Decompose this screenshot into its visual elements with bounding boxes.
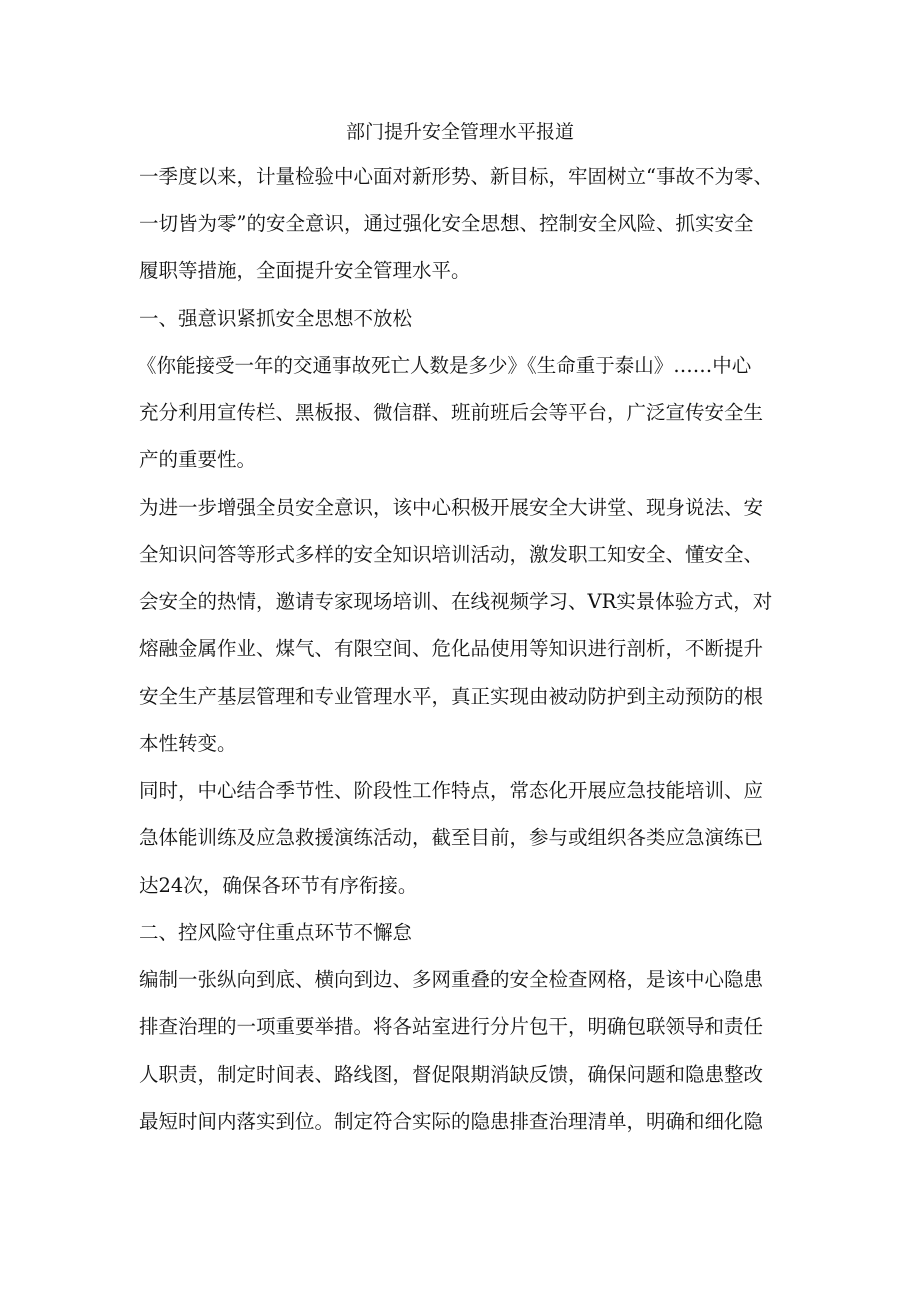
paragraph-line: 人职责，制定时间表、路线图，督促限期消缺反馈，确保问题和隐患整改 bbox=[139, 1063, 764, 1086]
paragraph-line: 一切皆为零”的安全意识，通过强化安全思想、控制安全风险、抓实安全 bbox=[139, 212, 754, 235]
section-heading: 二、控风险守住重点环节不懈怠 bbox=[139, 921, 413, 944]
paragraph-line: 编制一张纵向到底、横向到边、多网重叠的安全检查网格，是该中心隐患 bbox=[139, 968, 764, 991]
paragraph-line: 充分利用宣传栏、黑板报、微信群、班前班后会等平台，广泛宣传安全生 bbox=[139, 401, 764, 424]
section-heading: 一、强意识紧抓安全思想不放松 bbox=[139, 307, 413, 330]
paragraph-line: 排查治理的一项重要举措。将各站室进行分片包干，明确包联领导和责任 bbox=[139, 1015, 764, 1038]
paragraph-line: 急体能训练及应急救援演练活动，截至目前，参与或组织各类应急演练已 bbox=[139, 826, 764, 849]
paragraph-line: 履职等措施，全面提升安全管理水平。 bbox=[139, 259, 471, 282]
paragraph-line: 安全生产基层管理和专业管理水平，真正实现由被动防护到主动预防的根 bbox=[139, 685, 764, 708]
paragraph-line: 本性转变。 bbox=[139, 732, 237, 755]
paragraph-line: 为进一步增强全员安全意识，该中心积极开展安全大讲堂、现身说法、安 bbox=[139, 496, 764, 519]
paragraph-line: 最短时间内落实到位。制定符合实际的隐患排查治理清单，明确和细化隐 bbox=[139, 1110, 764, 1133]
paragraph-line: 《你能接受一年的交通事故死亡人数是多少》《生命重于泰山》……中心 bbox=[137, 354, 752, 377]
paragraph-line: 会安全的热情，邀请专家现场培训、在线视频学习、VR实景体验方式，对 bbox=[139, 590, 773, 613]
paragraph-line: 熔融金属作业、煤气、有限空间、危化品使用等知识进行剖析，不断提升 bbox=[139, 637, 764, 660]
paragraph-line: 同时，中心结合季节性、阶段性工作特点，常态化开展应急技能培训、应 bbox=[139, 779, 764, 802]
paragraph-line: 达24次，确保各环节有序衔接。 bbox=[139, 874, 418, 897]
paragraph-line: 产的重要性。 bbox=[139, 448, 257, 471]
paragraph-line: 全知识问答等形式多样的安全知识培训活动，激发职工知安全、懂安全、 bbox=[139, 543, 764, 566]
document-title: 部门提升安全管理水平报道 bbox=[345, 121, 574, 143]
paragraph-line: 一季度以来，计量检验中心面对新形势、新目标，牢固树立“事故不为零、 bbox=[139, 165, 773, 188]
